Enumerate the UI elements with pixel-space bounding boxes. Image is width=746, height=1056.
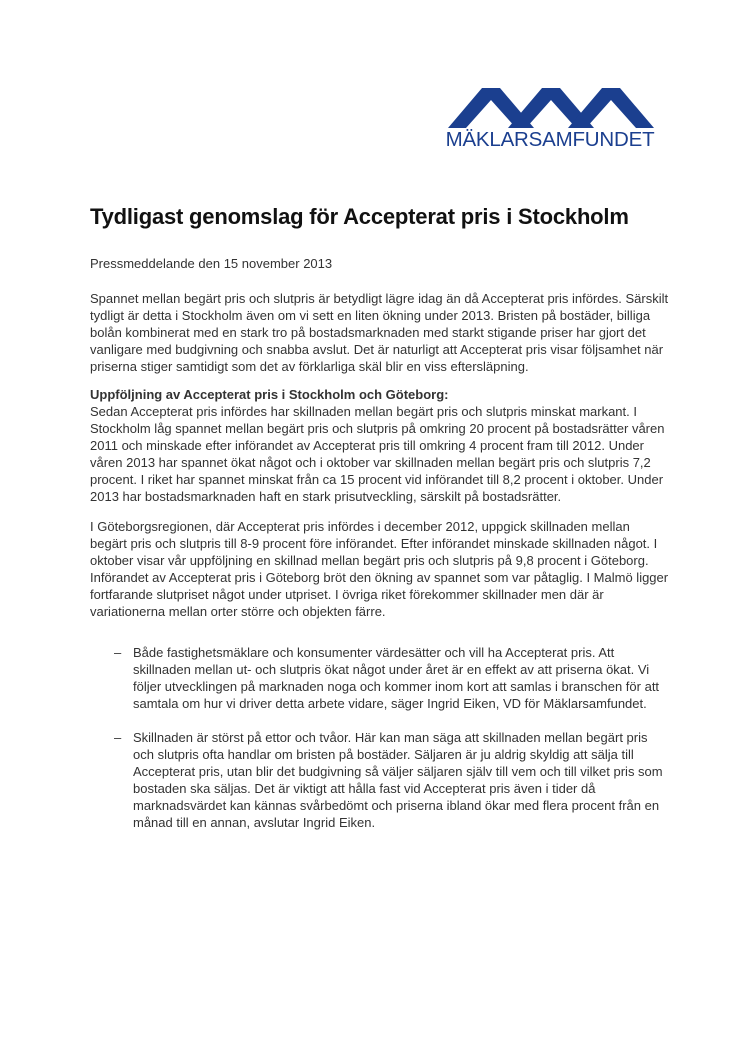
maklarsamfundet-logo xyxy=(440,86,660,154)
roof-mark-icon xyxy=(448,86,654,128)
dash-bullet: – xyxy=(114,645,122,660)
followup-section xyxy=(90,386,670,505)
quote-text: Både fastighetsmäklare och konsumenter värdesätter och vill ha Accepterat pris. Att skillnaden mellan ut- och slutpris ökat något under året är en effekt av att priserna ökat. Vi följer utvecklingen på marknaden noga och kommer inom kort att samlas i branschen för att samtala om hur vi driver detta arbete vidare, säger Ingrid Eiken, VD för Mäklarsamfundet. xyxy=(133,645,660,711)
section-heading: Uppföljning av Accepterat pris i Stockholm och Göteborg: xyxy=(90,387,449,402)
followup-paragraph: Sedan Accepterat pris infördes har skillnaden mellan begärt pris och slutpris minskat markant. I Stockholm låg spannet mellan begärt pris och slutpris på omkring 20 procent på bostadsrätter våren 2011 och minskade efter införandet av Accepterat pris till omkring 4 procent fram till 2012. Under våren 2013 har spannet ökat något och i oktober var skillnaden mellan begärt pris och slutpris 7,2 procent. I riket har spannet minskat från ca 15 procent vid införandet till 8,2 procent i oktober. Under 2013 har bostadsmarknaden haft en stark prisutveckling, särskilt på bostadsrätter. xyxy=(90,404,665,504)
page-title: Tydligast genomslag för Accepterat pris i Stockholm xyxy=(90,204,629,229)
intro-paragraph: Spannet mellan begärt pris och slutpris är betydligt lägre idag än då Accepterat pris infördes. Särskilt tydligt är detta i Stockholm även om vi sett en liten ökning under 2013. Bristen på bostäder, billiga bolån kombinerat med en stark tro på bostadsmarknaden med starkt stigande priser har gjort det vanligare med budgivning och snabba avslut. Det är naturligt att Accepterat pris visar följsamhet när priserna stiger samtidigt som det av förklarliga skäl blir en viss eftersläpning. xyxy=(90,291,669,374)
dash-bullet: – xyxy=(114,730,122,745)
goteborg-paragraph: I Göteborgsregionen, där Accepterat pris infördes i december 2012, uppgick skillnaden mellan begärt pris och slutpris till 8-9 procent före införandet. Efter införandet minskade skillnaden något. I oktober visar vår uppföljning en skillnad mellan begärt pris och slutpris på 9,8 procent i Göteborg. Införandet av Accepterat pris i Göteborg bröt den ökning av spannet som var påtaglig. I Malmö ligger fortfarande slutpriset något under utpriset. I övriga riket förekommer skillnader men där är variationerna mellan orter större och objekten färre. xyxy=(90,519,669,619)
quote-text: Skillnaden är störst på ettor och tvåor. Här kan man säga att skillnaden mellan begärt pris och slutpris ofta handlar om bristen på bostäder. Säljaren är ju aldrig skyldig att sälja till Accepterat pris, utan blir det budgivning så väljer säljaren själv till vem och till vilket pris som bostaden ska säljas. Det är viktigt att hålla fast vid Accepterat pris även i tider då marknadsvärdet kan kännas svårbedömt och priserna ibland ökar med flera procent från en månad till en annan, avslutar Ingrid Eiken. xyxy=(133,730,663,830)
logo-wordmark: MÄKLARSAMFUNDET xyxy=(445,128,655,151)
press-release-date: Pressmeddelande den 15 november 2013 xyxy=(90,256,333,271)
